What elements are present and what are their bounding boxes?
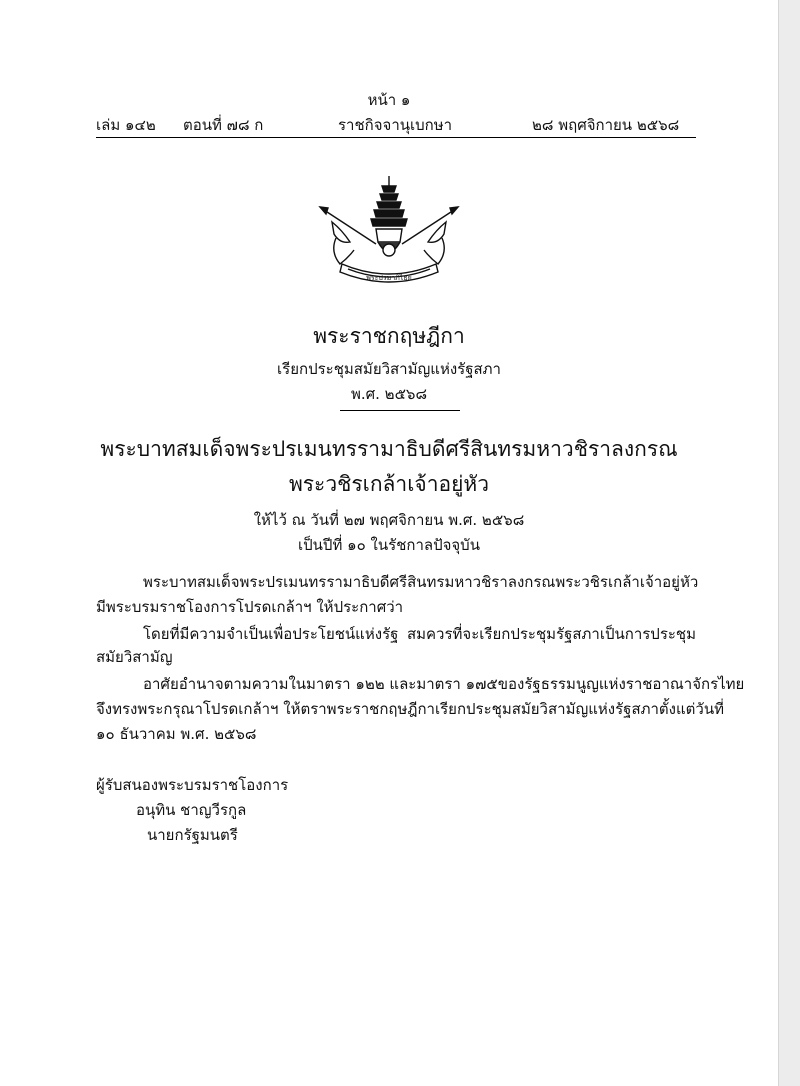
- countersign-label: ผู้รับสนองพระบรมราชโองการ: [96, 776, 289, 794]
- decree-subtitle: เรียกประชุมสมัยวิสามัญแห่งรัฐสภา: [277, 360, 501, 378]
- header-gazette-name: ราชกิจจานุเบกษา: [338, 116, 453, 134]
- decree-title: พระราชกฤษฎีกา: [313, 324, 465, 348]
- header-date: ๒๘ พฤศจิกายน ๒๕๖๘: [532, 116, 680, 134]
- header-issue: ตอนที่ ๗๘ ก: [183, 116, 264, 134]
- paragraph-2-line-2: สมัยวิสามัญ: [96, 648, 173, 666]
- king-title-line1: พระบาทสมเด็จพระปรเมนทรรามาธิบดีศรีสินทรมหาวชิราลงกรณ: [100, 437, 678, 461]
- paragraph-3-line-2: [96, 697, 724, 721]
- header-volume: เล่ม ๑๔๒: [96, 116, 156, 134]
- paragraph-2-line-1: [143, 622, 696, 646]
- page-number: หน้า ๑: [367, 91, 411, 109]
- paragraph-1-line-1: [143, 570, 699, 594]
- paragraph-2-text-a: โดยที่มีความจำเป็นเพื่อประโยชน์แห่งรัฐ: [143, 625, 399, 643]
- royal-emblem-icon: [318, 172, 460, 290]
- paragraph-1-text-a: พระบาทสมเด็จพระปรเมนทรรามาธิบดีศรีสินทรมหาวชิราลงกรณ: [143, 573, 556, 591]
- reign-year: เป็นปีที่ ๑๐ ในรัชกาลปัจจุบัน: [298, 536, 480, 554]
- countersign-name: อนุทิน ชาญวีรกูล: [136, 801, 247, 819]
- header-divider: [96, 137, 696, 138]
- emblem-ribbon-text: พระปรมาภิไธย: [366, 274, 412, 282]
- paragraph-1-line-2: มีพระบรมราชโองการโปรดเกล้าฯ ให้ประกาศว่า: [96, 598, 404, 616]
- paragraph-3-text-a: อาศัยอำนาจตามความในมาตรา ๑๒๒ และมาตรา ๑๗๕: [143, 675, 498, 693]
- paragraph-3-line-3: ๑๐ ธันวาคม พ.ศ. ๒๕๖๘: [96, 725, 257, 743]
- paragraph-3-text-c: จึงทรงพระกรุณาโปรดเกล้าฯ ให้ตราพระราชกฤษฎีกาเรียกประชุมสมัยวิสามัญแห่งรัฐสภา: [96, 700, 659, 718]
- decree-year: พ.ศ. ๒๕๖๘: [350, 385, 428, 403]
- paragraph-3-text-b: ของรัฐธรรมนูญแห่งราชอาณาจักรไทย: [497, 675, 745, 693]
- paragraph-3-line-1: [143, 672, 745, 696]
- title-divider: [340, 410, 460, 411]
- king-title-line2: พระวชิรเกล้าเจ้าอยู่หัว: [288, 472, 490, 496]
- paragraph-2-text-b: สมควรที่จะเรียกประชุมรัฐสภาเป็นการประชุม: [406, 625, 696, 643]
- given-date: ให้ไว้ ณ วันที่ ๒๗ พฤศจิกายน พ.ศ. ๒๕๖๘: [253, 511, 525, 529]
- paragraph-1-text-b: พระวชิรเกล้าเจ้าอยู่หัว: [555, 573, 699, 591]
- countersign-position: นายกรัฐมนตรี: [147, 826, 238, 844]
- viewer-margin: [779, 0, 800, 1086]
- paragraph-3-text-d: ตั้งแต่วันที่: [658, 700, 724, 718]
